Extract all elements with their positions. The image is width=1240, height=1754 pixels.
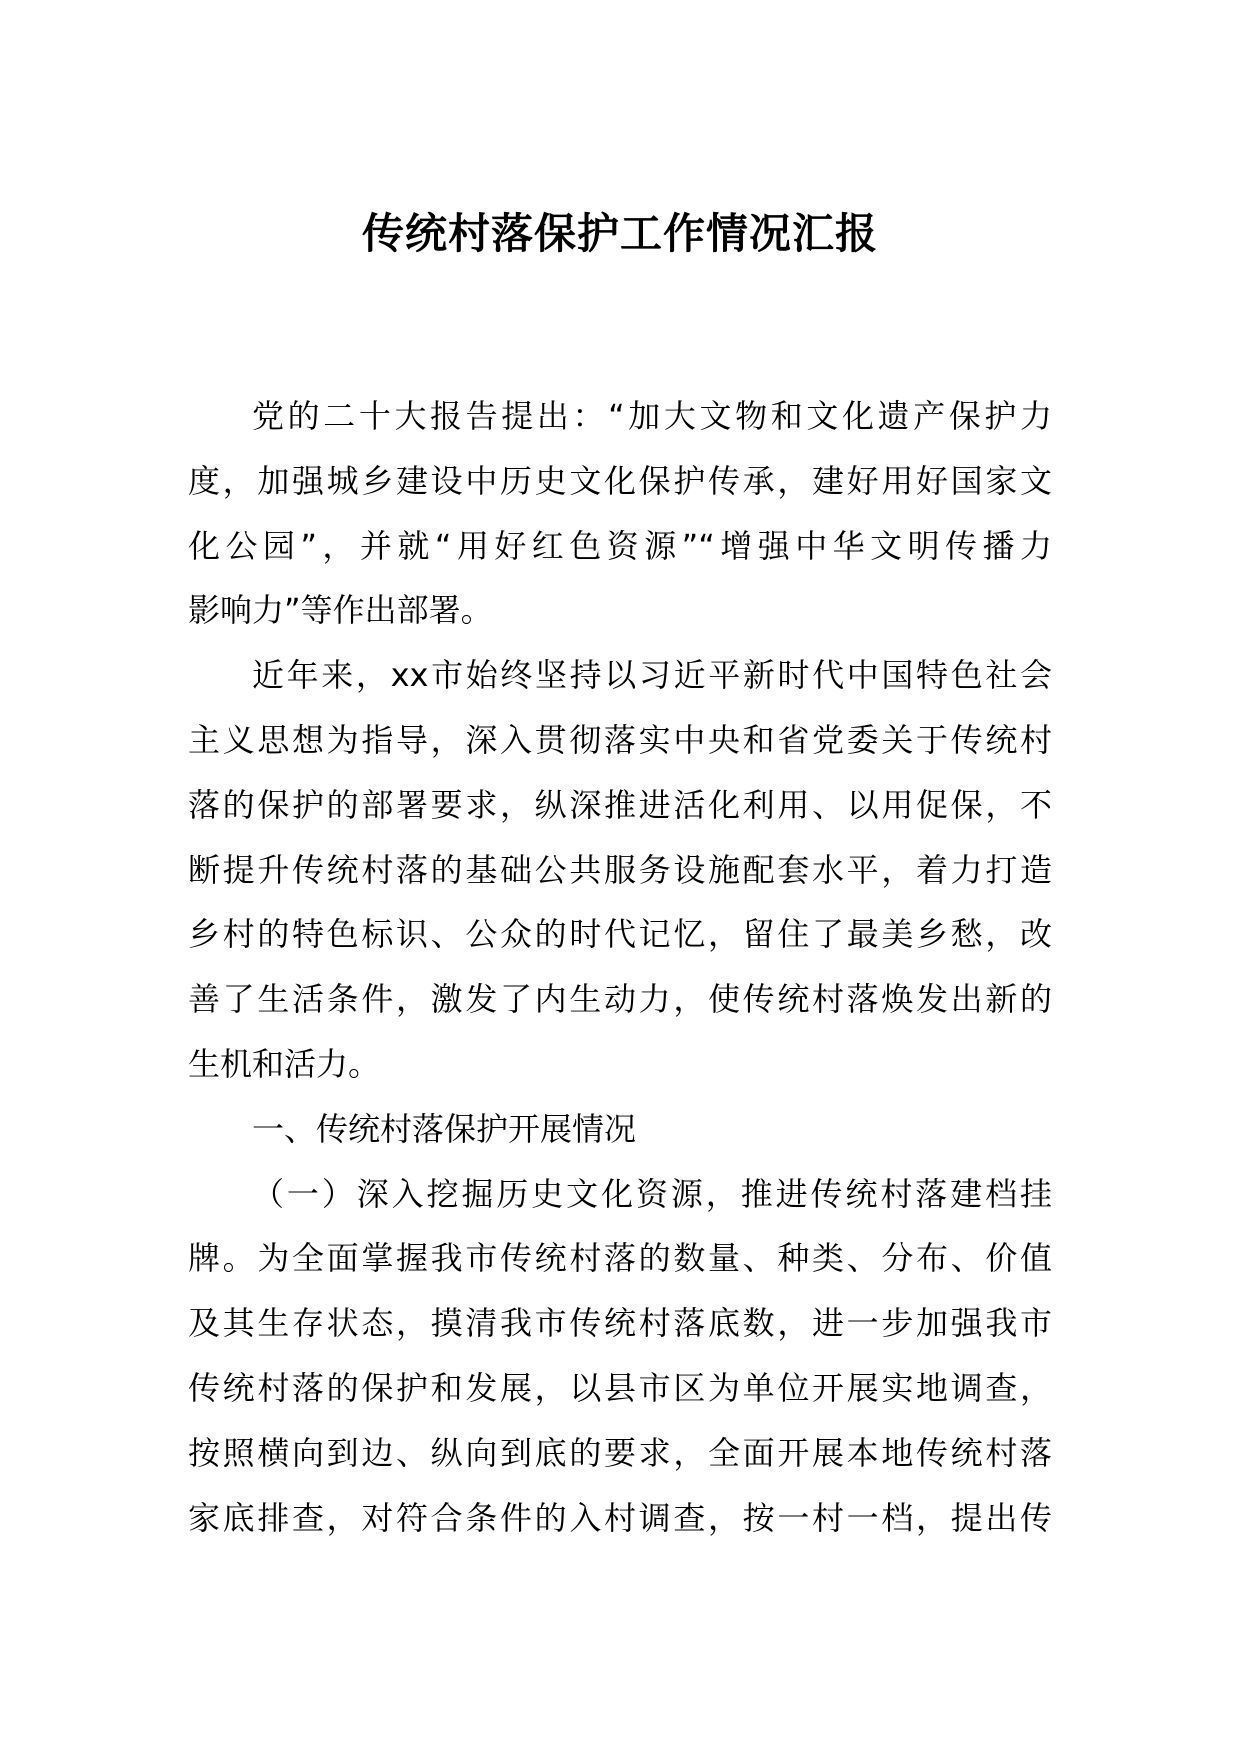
- document-body: [188, 384, 1052, 1550]
- body-line: 及其生存状态，摸清我市传统村落底数，进一步加强我市: [188, 1304, 1052, 1343]
- body-line: 影响力”等作出部署。: [188, 591, 493, 630]
- body-line: 家底排查，对符合条件的入村调查，按一村一档，提出传: [188, 1498, 1052, 1537]
- body-line: 生机和活力。: [188, 1044, 381, 1083]
- body-line: 善了生活条件，激发了内生动力，使传统村落焕发出新的: [188, 980, 1052, 1019]
- body-line: 党的二十大报告提出：“加大文物和文化遗产保护力: [252, 397, 1052, 435]
- body-line: 主义思想为指导，深入贯彻落实中央和省党委关于传统村: [188, 720, 1052, 759]
- body-line: 度，加强城乡建设中历史文化保护传承，建好用好国家文: [188, 461, 1052, 500]
- body-line: 断提升传统村落的基础公共服务设施配套水平，着力打造: [188, 850, 1052, 889]
- body-line: 牌。为全面掌握我市传统村落的数量、种类、分布、价值: [188, 1239, 1052, 1278]
- body-line: 按照横向到边、纵向到底的要求，全面开展本地传统村落: [188, 1433, 1052, 1472]
- body-line: （一）深入挖掘历史文化资源，推进传统村落建档挂: [252, 1174, 1052, 1213]
- body-line: 一、传统村落保护开展情况: [252, 1109, 637, 1148]
- body-line: 化公园”，并就“用好红色资源”“增强中华文明传播力: [188, 526, 1052, 565]
- body-line: 乡村的特色标识、公众的时代记忆，留住了最美乡愁，改: [188, 915, 1052, 954]
- body-line: 落的保护的部署要求，纵深推进活化利用、以用促保，不: [188, 785, 1052, 824]
- body-line: 近年来，xx市始终坚持以习近平新时代中国特色社会: [252, 656, 1052, 695]
- body-line: 传统村落的保护和发展，以县市区为单位开展实地调查，: [188, 1368, 1052, 1407]
- document-title: 传统村落保护工作情况汇报: [361, 209, 878, 258]
